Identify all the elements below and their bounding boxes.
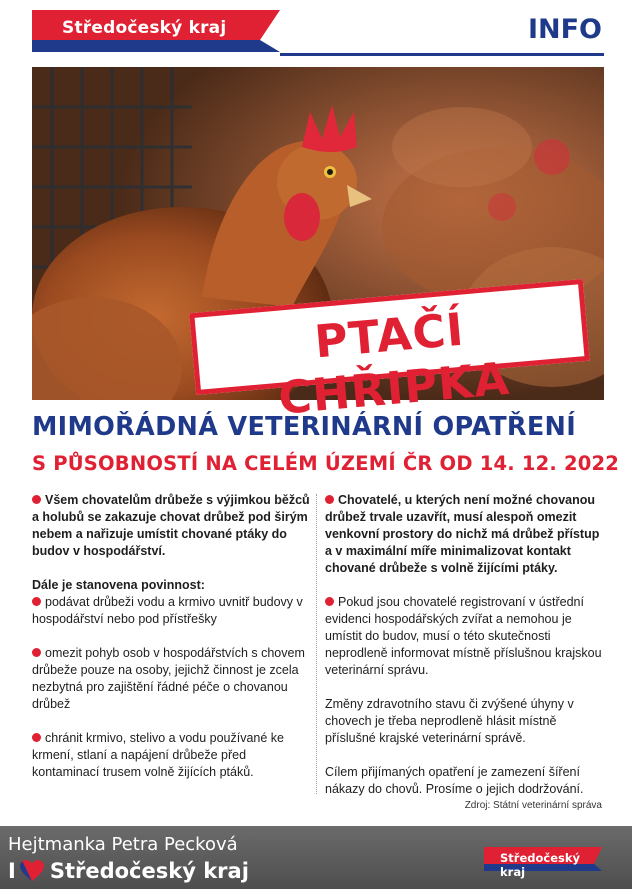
bullet-icon bbox=[32, 648, 41, 657]
brand-name: Středočeský kraj bbox=[49, 859, 249, 883]
page-subtitle: S PŮSOBNOSTÍ NA CELÉM ÚZEMÍ ČR OD 14. 12. 2022 bbox=[32, 452, 620, 475]
obligation-item-block bbox=[32, 645, 310, 713]
heart-icon bbox=[19, 859, 45, 883]
right-paragraph-1 bbox=[325, 492, 603, 577]
obligation-item: podávat drůbeži vodu a krmivo uvnitř budovy v hospodářství nebo pod přístřešky bbox=[32, 595, 303, 626]
region-logo-banner bbox=[32, 10, 280, 52]
bullet-icon bbox=[32, 733, 41, 742]
obligation-item: chránit krmivo, stelivo a vodu používané ke krmení, stlaní a napájení drůbeže před kontaminací trusem volně žijících ptáků. bbox=[32, 731, 285, 779]
intro-paragraph bbox=[32, 492, 310, 560]
column-divider bbox=[316, 494, 318, 794]
right-column bbox=[325, 492, 603, 815]
left-column bbox=[32, 492, 310, 798]
obligation-block bbox=[32, 577, 310, 628]
right-paragraph-3: Změny zdravotního stavu či zvýšené úhyny v chovech je třeba neprodleně hlásit místně příslušné krajské veterinární správě. bbox=[325, 697, 574, 745]
bullet-icon bbox=[32, 495, 41, 504]
stamp-text: PTAČÍ CHŘIPKA bbox=[276, 302, 512, 425]
right-paragraph-4: Cílem přijímaných opatření je zamezení šíření nákazy do chovů. Prosíme o jejich dodržování. bbox=[325, 765, 584, 796]
bullet-icon bbox=[32, 597, 41, 606]
bullet-icon bbox=[325, 495, 334, 504]
governor-name: Hejtmanka Petra Pecková bbox=[8, 834, 238, 855]
footer-logo-text: Středočeský kraj bbox=[500, 851, 580, 879]
footer-region-logo bbox=[484, 847, 602, 879]
footer-brand bbox=[8, 859, 249, 883]
right-paragraph-2 bbox=[325, 594, 603, 679]
obligation-item-block bbox=[32, 730, 310, 781]
right-text-2: Pokud jsou chovatelé registrovaní v ústřední evidenci hospodářských zvířat a nemohou je umístit do budov, musí o této skutečnosti neprodleně informovat místně příslušnou krajskou veterinární správu. bbox=[325, 595, 602, 677]
info-label: INFO bbox=[527, 14, 602, 45]
header-rule bbox=[280, 53, 604, 56]
bullet-icon bbox=[325, 597, 334, 606]
brand-prefix: I bbox=[8, 859, 16, 883]
obligation-item: omezit pohyb osob v hospodářstvích s chovem drůbeže pouze na osoby, jejichž činnost je zcela nezbytná pro zajištění řádné péče o chovanou drůbež bbox=[32, 646, 305, 711]
region-logo-text: Středočeský kraj bbox=[62, 18, 227, 38]
page-title: MIMOŘÁDNÁ VETERINÁRNÍ OPATŘENÍ bbox=[32, 412, 576, 442]
intro-text: Všem chovatelům drůbeže s výjimkou běžců a holubů se zakazuje chovat drůbež pod širým nebem a nařizuje umístit chované ptáky do budov v hospodářství. bbox=[32, 493, 310, 558]
right-text-1: Chovatelé, u kterých není možné chovanou drůbež trvale uzavřít, musí alespoň omezit venkovní prostory do nichž má drůbež přístup a v maximální míře minimalizovat kontakt chované drůbeže s volně žijícími ptáky. bbox=[325, 493, 600, 575]
source-note: Zdroj: Státní veterinární správa bbox=[464, 800, 602, 811]
obligation-heading: Dále je stanovena povinnost: bbox=[32, 578, 205, 592]
